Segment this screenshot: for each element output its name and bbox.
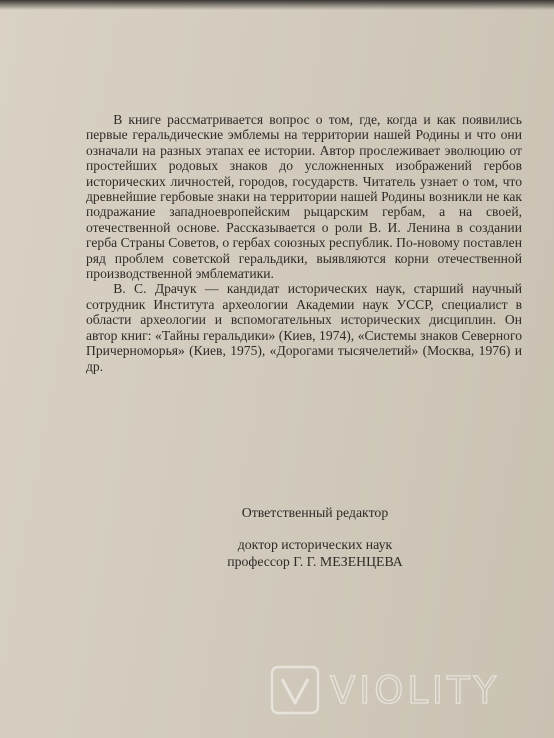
editor-label: Ответственный редактор [241,505,389,520]
editor-degree: доктор исторических наук [237,537,393,552]
annotation-text [86,112,522,374]
author-bio-paragraph: В. С. Драчук — кандидат исторических наук, старший научный сотрудник Института археологии Академии наук УССР, специалист в области археологии и вспомогательных исторических дисциплин. Он автор книг: «Тайны геральдики» (Киев, 1974), «Системы знаков Северного Причерноморья» (Киев, 1975), «Дорогами тысячелетий» (Москва, 1976) и др. [86,281,522,374]
violity-watermark [270,662,540,718]
watermark-text: VIOLITY [330,668,501,712]
violity-logo-icon [270,665,320,715]
annotation-paragraph: В книге рассматривается вопрос о том, где, когда и как появились первые геральдические эмблемы на территории нашей Родины и что они означали на разных этапах ее истории. Автор прослеживает эволюцию от простейших родовых знаков до усложненных изображений гербов исторических личностей, городов, государств. Читатель узнает о том, что древнейшие гербовые знаки на территории нашей Родины возникли не как подражание западноевропейским рыцарским гербам, а на своей, отечественной основе. Рассказывается о роли В. И. Ленина в создании герба Страны Советов, о гербах союзных республик. По-новому поставлен ряд проблем советской геральдики, выявляются корни отечественной производственной эмблематики. [86,112,522,282]
editor-name: профессор Г. Г. МЕЗЕНЦЕВА [227,554,403,569]
